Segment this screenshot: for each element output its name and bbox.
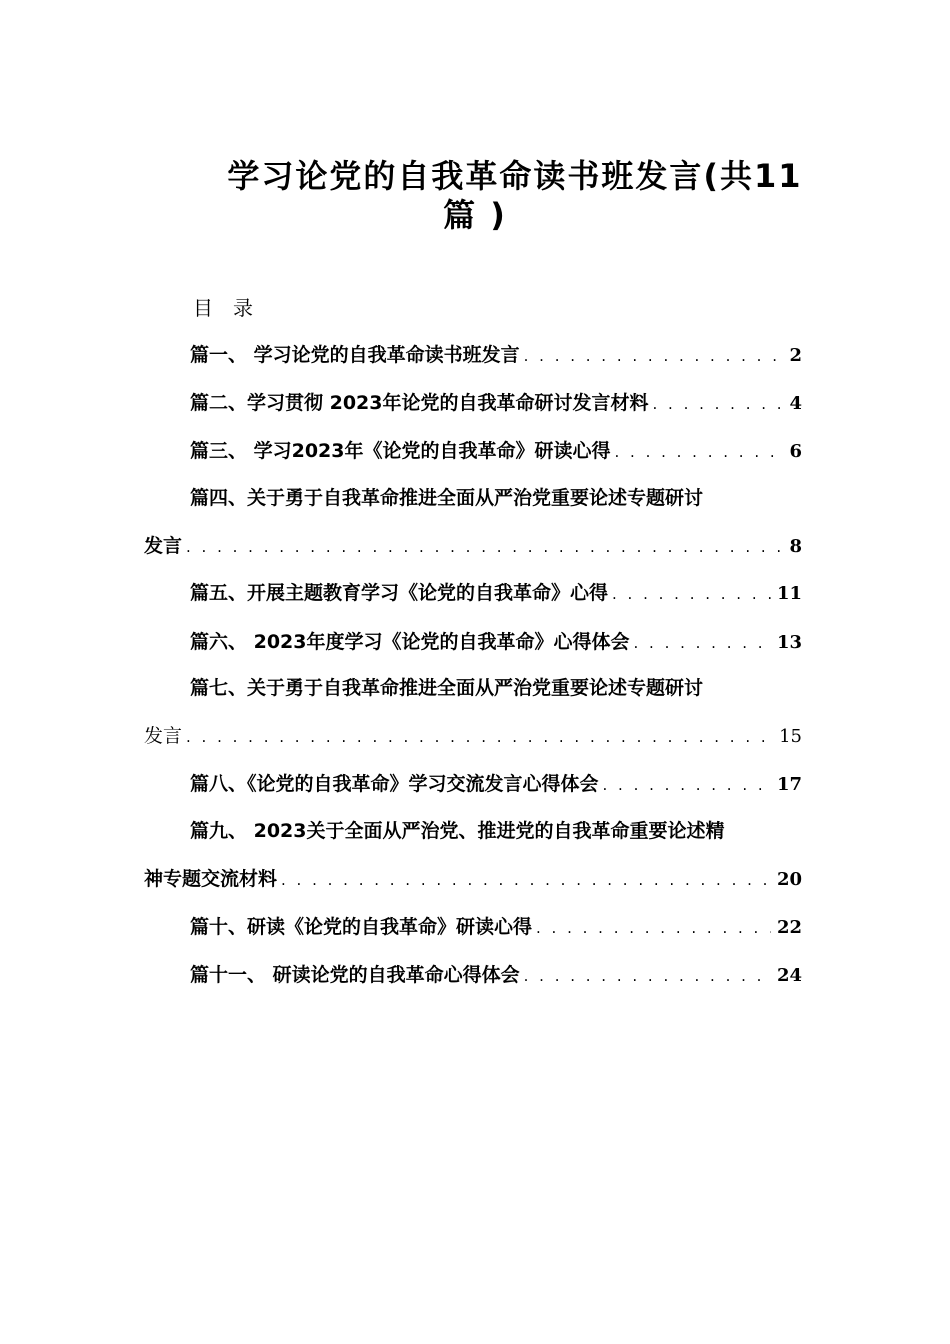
toc-entry-title: 篇十一、 研读论党的自我革命心得体会 — [190, 964, 520, 986]
dot-leader — [524, 341, 784, 371]
toc-entry-5[interactable] — [190, 578, 802, 608]
toc-page-number: 8 — [789, 536, 802, 557]
dot-leader — [281, 865, 771, 895]
dot-leader — [536, 913, 771, 943]
toc-entry-title: 篇六、 2023年度学习《论党的自我革命》心得体会 — [190, 631, 630, 653]
toc-entry-7-line-1[interactable] — [190, 673, 802, 703]
toc-entry-4-line-1[interactable] — [190, 483, 802, 513]
toc-page-number: 17 — [776, 774, 802, 795]
toc-entry-8[interactable] — [190, 769, 802, 799]
toc-entry-4-line-2[interactable] — [144, 531, 802, 561]
toc-entry-title: 篇八、《论党的自我革命》学习交流发言心得体会 — [190, 773, 599, 795]
document-title-line-2: 篇 ) — [443, 196, 507, 234]
dot-leader — [615, 437, 784, 467]
toc-entry-10[interactable] — [190, 912, 802, 942]
toc-entry-1[interactable] — [190, 340, 802, 370]
toc-entry-title-continued: 发言 — [144, 725, 183, 747]
document-title-line-1: 学习论党的自我革命读书班发言(共11 — [227, 157, 803, 195]
toc-entry-3[interactable] — [190, 436, 802, 466]
dot-leader — [634, 628, 771, 658]
toc-entry-2[interactable] — [190, 388, 802, 418]
dot-leader — [186, 532, 783, 562]
dot-leader — [524, 961, 771, 991]
toc-entry-title: 篇四、关于勇于自我革命推进全面从严治党重要论述专题研讨 — [190, 487, 704, 509]
toc-entry-6[interactable] — [190, 627, 802, 657]
toc-page-number: 6 — [789, 441, 802, 462]
toc-entry-title: 篇三、 学习2023年《论党的自我革命》研读心得 — [190, 440, 611, 462]
toc-page-number: 15 — [779, 726, 802, 747]
toc-entry-title-continued: 神专题交流材料 — [144, 868, 278, 890]
toc-entry-title-continued: 发言 — [144, 535, 183, 557]
toc-entry-title: 篇一、 学习论党的自我革命读书班发言 — [190, 344, 520, 366]
toc-page-number: 11 — [776, 583, 802, 604]
toc-page-number: 22 — [776, 917, 802, 938]
toc-heading: 目 录 — [193, 296, 253, 320]
toc-entry-9-line-1[interactable] — [190, 816, 802, 846]
toc-page-number: 2 — [789, 345, 802, 366]
toc-entry-title: 篇十、研读《论党的自我革命》研读心得 — [190, 916, 533, 938]
toc-entry-9-line-2[interactable] — [144, 864, 802, 894]
dot-leader — [612, 579, 771, 609]
toc-entry-title: 篇五、开展主题教育学习《论党的自我革命》心得 — [190, 582, 609, 604]
dot-leader — [603, 770, 771, 800]
toc-entry-11[interactable] — [190, 960, 802, 990]
dot-leader — [653, 389, 784, 419]
toc-entry-title: 篇二、学习贯彻 2023年论党的自我革命研讨发言材料 — [190, 392, 649, 414]
toc-page-number: 24 — [776, 965, 802, 986]
toc-entry-7-line-2[interactable] — [144, 721, 802, 751]
toc-page-number: 4 — [789, 393, 802, 414]
toc-page-number: 13 — [776, 632, 802, 653]
toc-entry-title: 篇九、 2023关于全面从严治党、推进党的自我革命重要论述精 — [190, 820, 725, 842]
toc-entry-title: 篇七、关于勇于自我革命推进全面从严治党重要论述专题研讨 — [190, 677, 704, 699]
toc-page-number: 20 — [776, 869, 802, 890]
dot-leader — [186, 722, 773, 752]
